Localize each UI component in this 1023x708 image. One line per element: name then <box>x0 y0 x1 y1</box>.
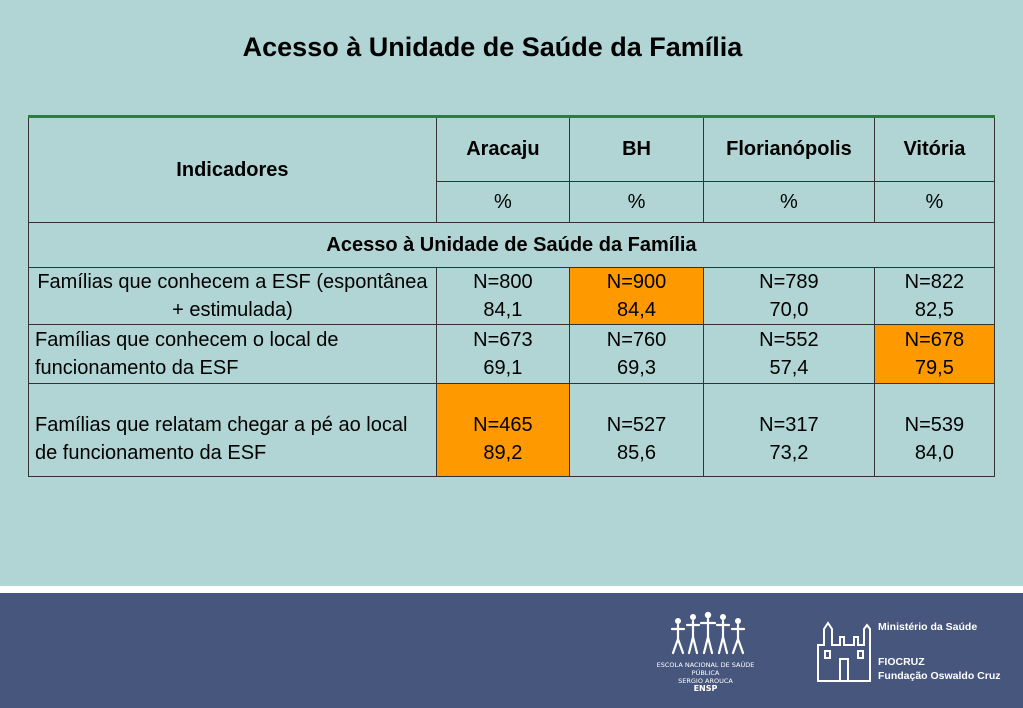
sample-size: N=900 <box>606 271 667 293</box>
ensp-name-line2: SERGIO AROUCA <box>678 677 733 685</box>
value-cell <box>436 384 569 477</box>
value-cell <box>874 384 994 477</box>
section-title: Acesso à Unidade de Saúde da Família <box>29 223 995 268</box>
header-city-florianopolis: Florianópolis <box>704 117 875 182</box>
header-city-vitoria: Vitória <box>874 117 994 182</box>
percent-value: 89,2 <box>483 442 523 464</box>
indicator-label: Famílias que conhecem o local de funcionamento da ESF <box>29 325 437 384</box>
percent-value: 69,3 <box>617 357 656 379</box>
ensp-logo <box>648 607 763 702</box>
unit-cell: % <box>874 181 994 222</box>
value-cell <box>436 268 569 325</box>
indicator-label: Famílias que conhecem a ESF (espontânea + estimulada) <box>29 268 437 325</box>
indicator-label: Famílias que relatam chegar a pé ao local de funcionamento da ESF <box>29 384 437 477</box>
percent-value: 84,1 <box>483 299 523 321</box>
table-row <box>29 325 995 384</box>
header-city-bh: BH <box>569 117 703 182</box>
value-cell <box>569 268 703 325</box>
sample-size: N=789 <box>759 271 819 293</box>
fiocruz-label <box>878 655 1001 683</box>
sample-size: N=539 <box>904 414 965 436</box>
percent-value: 73,2 <box>769 442 809 464</box>
percent-value: 84,0 <box>914 442 954 464</box>
sample-size: N=673 <box>473 329 533 351</box>
table-row <box>29 384 995 477</box>
value-cell <box>704 384 875 477</box>
table-row <box>29 268 995 325</box>
percent-value: 79,5 <box>914 357 954 379</box>
unit-cell: % <box>436 181 569 222</box>
indicators-table <box>28 115 995 477</box>
ministry-label: Ministério da Saúde <box>878 621 978 633</box>
value-cell <box>704 325 875 384</box>
value-cell <box>874 325 994 384</box>
value-cell <box>704 268 875 325</box>
percent-value: 84,4 <box>617 299 656 321</box>
fiocruz-name: FIOCRUZ <box>878 656 925 668</box>
sample-size: N=800 <box>473 271 533 293</box>
value-cell <box>569 325 703 384</box>
percent-value: 82,5 <box>914 299 954 321</box>
value-cell <box>569 384 703 477</box>
header-city-aracaju: Aracaju <box>436 117 569 182</box>
sample-size: N=317 <box>759 414 819 436</box>
table-header-row <box>29 117 995 182</box>
sample-size: N=552 <box>759 329 819 351</box>
ensp-acronym: ENSP <box>693 684 718 693</box>
sample-size: N=822 <box>904 271 965 293</box>
sample-size: N=760 <box>606 329 667 351</box>
header-indicators: Indicadores <box>29 117 437 223</box>
foundation-name: Fundação Oswaldo Cruz <box>878 670 1001 682</box>
table-section-row <box>29 223 995 268</box>
sample-size: N=678 <box>904 329 965 351</box>
value-cell <box>874 268 994 325</box>
unit-cell: % <box>569 181 703 222</box>
percent-value: 57,4 <box>769 357 809 379</box>
percent-value: 70,0 <box>769 299 809 321</box>
sample-size: N=527 <box>606 414 667 436</box>
ensp-figures-icon <box>648 607 763 661</box>
percent-value: 69,1 <box>483 357 523 379</box>
percent-value: 85,6 <box>617 442 656 464</box>
fiocruz-castle-icon <box>814 615 874 685</box>
unit-cell: % <box>704 181 875 222</box>
footer-bar <box>0 593 1023 708</box>
page-title: Acesso à Unidade de Saúde da Família <box>242 32 743 62</box>
sample-size: N=465 <box>473 414 533 436</box>
footer-divider <box>0 586 1023 593</box>
value-cell <box>436 325 569 384</box>
ensp-name-line1: ESCOLA NACIONAL DE SAÚDE PÚBLICA <box>656 661 755 677</box>
